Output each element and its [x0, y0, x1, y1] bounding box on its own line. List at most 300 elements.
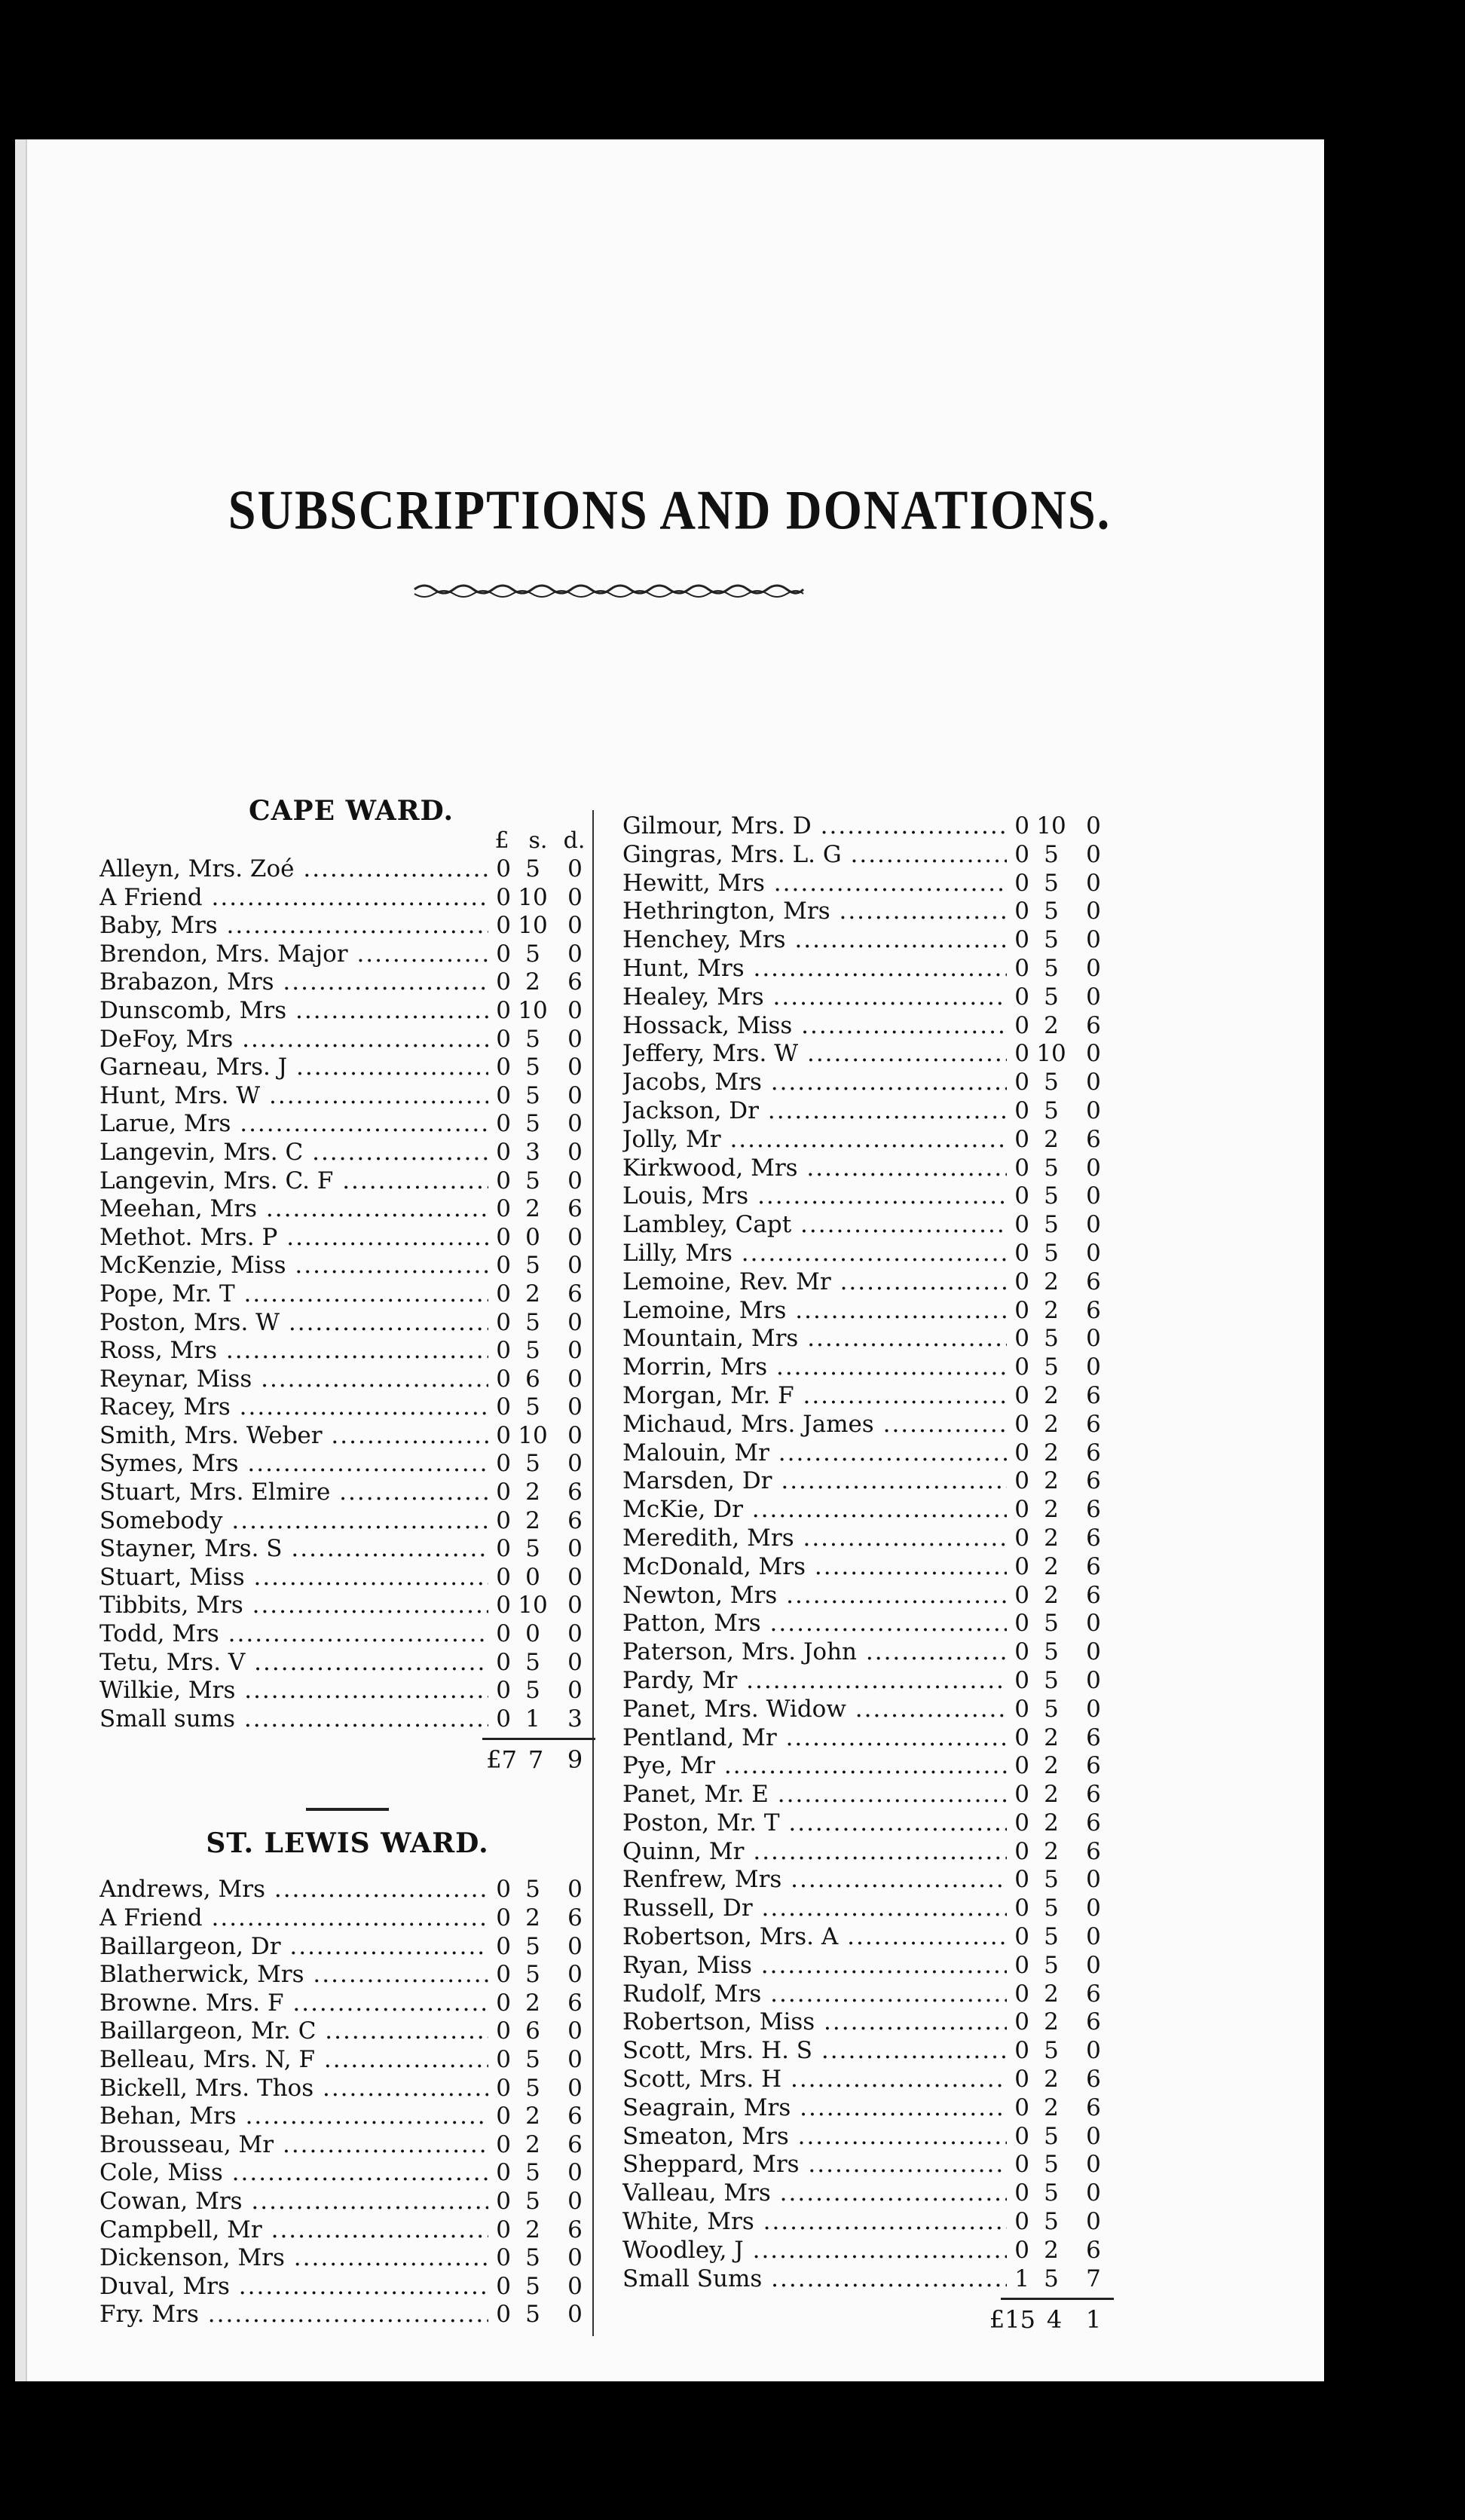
list-item — [622, 2094, 1114, 2123]
entry-name: Duval, Mrs ..... — [99, 2273, 488, 2301]
pounds-value: 0 — [1014, 2236, 1029, 2264]
list-item — [99, 1649, 595, 1677]
entry-name: White, Mrs ..... — [622, 2208, 1007, 2237]
entry-name: Belleau, Mrs. N, F ..... — [99, 2046, 488, 2075]
pounds-value: 0 — [1014, 1496, 1029, 1524]
shillings-value: 5 — [525, 1876, 540, 1904]
pounds-value: 0 — [1014, 1552, 1029, 1580]
pence-value: 0 — [567, 1592, 583, 1619]
pence-value: 0 — [567, 1025, 583, 1053]
pounds-value: 0 — [496, 2045, 511, 2073]
list-item — [622, 1297, 1114, 1326]
shillings-value: 2 — [1044, 1524, 1059, 1552]
pence-value: 0 — [567, 1961, 583, 1989]
pence-value: 6 — [1086, 1980, 1101, 2008]
pence-value: 0 — [567, 1110, 583, 1138]
pence-value: 6 — [1086, 1752, 1101, 1780]
entry-name: Valleau, Mrs ..... — [622, 2179, 1007, 2208]
st-lewis-ward-heading: ST. LEWIS WARD. — [206, 1827, 489, 1860]
entry-name: Racey, Mrs ..... — [99, 1393, 488, 1422]
entry-name: Baby, Mrs ..... — [99, 912, 488, 940]
total-pounds: £15 — [989, 2305, 1035, 2335]
shillings-value: 5 — [1044, 2179, 1059, 2207]
pence-value: 6 — [1086, 1268, 1101, 1295]
pence-value: 6 — [1086, 2008, 1101, 2036]
shillings-value: 5 — [525, 1961, 540, 1989]
entry-name: Dunscomb, Mrs ..... — [99, 997, 488, 1026]
shillings-value: 5 — [1044, 2151, 1059, 2179]
pence-value: 6 — [567, 968, 583, 996]
pence-value: 6 — [567, 2103, 583, 2130]
shillings-value: 5 — [1044, 1866, 1059, 1894]
list-item — [622, 2208, 1114, 2237]
pounds-value: 0 — [496, 1479, 511, 1506]
list-item — [99, 1620, 595, 1649]
shillings-value: 2 — [1044, 1439, 1059, 1466]
list-item — [622, 2037, 1114, 2066]
list-item — [99, 968, 595, 997]
pence-value: 0 — [1086, 1638, 1101, 1666]
entry-name: McKie, Dr ..... — [622, 1496, 1007, 1525]
shillings-value: 5 — [1044, 1325, 1059, 1353]
pence-value: 0 — [1086, 1182, 1101, 1210]
pounds-value: 0 — [496, 2130, 511, 2158]
list-item — [99, 2131, 595, 2160]
pence-value: 0 — [567, 1308, 583, 1336]
pounds-value: 0 — [496, 1252, 511, 1280]
list-item — [622, 870, 1114, 898]
list-item — [99, 1309, 595, 1338]
pounds-value: 0 — [1014, 840, 1029, 868]
pence-value: 0 — [567, 2244, 583, 2272]
pence-value: 0 — [1086, 2208, 1101, 2236]
list-item — [99, 1677, 595, 1705]
pence-value: 0 — [1086, 898, 1101, 925]
list-item — [99, 1054, 595, 1082]
pence-value: 0 — [1086, 869, 1101, 897]
shillings-value: 5 — [1044, 1951, 1059, 1979]
list-item — [622, 1467, 1114, 1496]
shillings-value: 2 — [1044, 1980, 1059, 2008]
pounds-value: 0 — [496, 2017, 511, 2045]
shillings-value: 10 — [518, 996, 548, 1024]
entry-name: Garneau, Mrs. J ..... — [99, 1054, 488, 1082]
list-item — [622, 1923, 1114, 1952]
list-item — [622, 2123, 1114, 2151]
pence-value: 0 — [567, 2272, 583, 2300]
list-item — [99, 2273, 595, 2301]
shillings-value: 2 — [1044, 1125, 1059, 1153]
pounds-value: 0 — [496, 1450, 511, 1478]
entry-name: Jacobs, Mrs ..... — [622, 1069, 1007, 1097]
list-item — [622, 2265, 1114, 2294]
shillings-value: 5 — [1044, 926, 1059, 954]
entry-name: Seagrain, Mrs ..... — [622, 2094, 1007, 2123]
shillings-value: 2 — [1044, 1381, 1059, 1409]
pounds-value: 0 — [496, 2272, 511, 2300]
list-item — [622, 1240, 1114, 1268]
pence-value: 6 — [1086, 1296, 1101, 1324]
pounds-value: 0 — [1014, 812, 1029, 839]
list-item — [622, 1809, 1114, 1838]
pounds-value: 0 — [1014, 1638, 1029, 1666]
list-item — [622, 1980, 1114, 2009]
pence-value: 0 — [1086, 1895, 1101, 1922]
shillings-value: 2 — [1044, 1723, 1059, 1751]
pounds-value: 0 — [1014, 1439, 1029, 1466]
entry-name: Small sums ..... — [99, 1705, 488, 1734]
entry-name: Tibbits, Mrs ..... — [99, 1592, 488, 1620]
shillings-value: 5 — [525, 1081, 540, 1109]
list-item — [99, 1450, 595, 1479]
pence-value: 6 — [567, 2130, 583, 2158]
shillings-value: 2 — [525, 2216, 540, 2243]
pence-value: 0 — [1086, 812, 1101, 839]
list-item — [99, 940, 595, 969]
list-item — [99, 1026, 595, 1054]
pounds-value: 0 — [1014, 1325, 1029, 1353]
list-item — [99, 884, 595, 913]
list-item — [99, 912, 595, 940]
list-item — [622, 2151, 1114, 2179]
pence-value: 0 — [567, 2017, 583, 2045]
shillings-value: 5 — [525, 1167, 540, 1194]
pounds-value: 1 — [1014, 2265, 1029, 2292]
pence-value: 0 — [567, 1876, 583, 1904]
shillings-value: 2 — [525, 2103, 540, 2130]
right-column — [622, 812, 1114, 2339]
entry-name: Lilly, Mrs ..... — [622, 1240, 1007, 1268]
total-pence: 1 — [1085, 2305, 1102, 2335]
entry-name: McDonald, Mrs ..... — [622, 1553, 1007, 1582]
pence-value: 0 — [1086, 926, 1101, 954]
shillings-value: 5 — [1044, 869, 1059, 897]
list-item — [99, 997, 595, 1026]
shillings-value: 5 — [1044, 2265, 1059, 2292]
list-item — [622, 1838, 1114, 1867]
shillings-value: 5 — [1044, 1211, 1059, 1239]
pounds-value: 0 — [496, 1421, 511, 1449]
entry-name: Dickenson, Mrs ..... — [99, 2244, 488, 2273]
shillings-value: 5 — [525, 2272, 540, 2300]
entry-name: Marsden, Dr ..... — [622, 1467, 1007, 1496]
pence-value: 6 — [1086, 2236, 1101, 2264]
entry-name: Small Sums ..... — [622, 2265, 1007, 2294]
list-item — [99, 1507, 595, 1536]
entry-name: Fry. Mrs ..... — [99, 2301, 488, 2329]
list-item — [99, 1195, 595, 1224]
pence-value: 0 — [567, 1337, 583, 1365]
pence-value: 6 — [567, 1904, 583, 1931]
pounds-value: 0 — [1014, 2122, 1029, 2150]
shillings-value: 5 — [1044, 840, 1059, 868]
pence-value: 3 — [567, 1705, 583, 1732]
entry-name: Smith, Mrs. Weber ..... — [99, 1422, 488, 1451]
pounds-value: 0 — [1014, 2151, 1029, 2179]
pence-value: 0 — [1086, 1610, 1101, 1638]
entry-name: Lemoine, Rev. Mr ..... — [622, 1268, 1007, 1297]
shillings-value: 0 — [525, 1563, 540, 1591]
list-item — [622, 812, 1114, 841]
pence-value: 0 — [1086, 1069, 1101, 1096]
list-item — [622, 1781, 1114, 1809]
shillings-value: 5 — [1044, 1610, 1059, 1638]
shillings-value: 5 — [525, 1535, 540, 1563]
st-lewis-ward-list — [99, 1876, 595, 2329]
shillings-value: 5 — [525, 2045, 540, 2073]
list-item — [622, 898, 1114, 926]
pounds-value: 0 — [1014, 1239, 1029, 1267]
entry-name: Paterson, Mrs. John ..... — [622, 1638, 1007, 1667]
shillings-value: 5 — [1044, 1154, 1059, 1182]
entry-name: Hossack, Miss ..... — [622, 1012, 1007, 1041]
page-edge — [15, 139, 27, 2381]
pounds-value: 0 — [496, 2187, 511, 2215]
list-item — [622, 1496, 1114, 1525]
cape-ward-total — [99, 1740, 595, 1779]
entry-name: Malouin, Mr ..... — [622, 1439, 1007, 1468]
entry-name: Patton, Mrs ..... — [622, 1610, 1007, 1638]
list-item — [99, 1110, 595, 1139]
list-item — [99, 1167, 595, 1196]
pence-value: 6 — [1086, 1837, 1101, 1865]
shillings-value: 2 — [1044, 1552, 1059, 1580]
shillings-value: 2 — [525, 1989, 540, 2017]
entry-name: Pope, Mr. T ..... — [99, 1280, 488, 1309]
pence-value: 6 — [1086, 1381, 1101, 1409]
pence-value: 6 — [1086, 1781, 1101, 1809]
list-item — [622, 1724, 1114, 1753]
entry-name: Morrin, Mrs ..... — [622, 1353, 1007, 1382]
entry-name: Brendon, Mrs. Major ..... — [99, 940, 488, 969]
left-column — [99, 795, 595, 2329]
entry-name: Blatherwick, Mrs ..... — [99, 1961, 488, 1989]
shillings-value: 2 — [1044, 1581, 1059, 1609]
shillings-value: 5 — [525, 1648, 540, 1676]
pounds-value: 0 — [496, 1054, 511, 1081]
entry-name: Cowan, Mrs ..... — [99, 2188, 488, 2216]
list-item — [99, 2017, 595, 2046]
pounds-value: 0 — [1014, 1069, 1029, 1096]
shillings-value: 2 — [1044, 2236, 1059, 2264]
list-item — [99, 2301, 595, 2329]
pounds-value: 0 — [1014, 1895, 1029, 1922]
pounds-value: 0 — [1014, 1581, 1029, 1609]
document-page — [15, 139, 1324, 2381]
list-item — [99, 1252, 595, 1280]
entry-name: Campbell, Mr ..... — [99, 2216, 488, 2245]
list-item — [99, 1876, 595, 1904]
pence-value: 0 — [567, 1167, 583, 1194]
total-pounds: £7 — [486, 1745, 517, 1775]
list-item — [622, 1353, 1114, 1382]
list-item — [99, 1479, 595, 1507]
pounds-value: 0 — [496, 1989, 511, 2017]
entry-name: Michaud, Mrs. James ..... — [622, 1411, 1007, 1439]
pence-value: 6 — [1086, 1467, 1101, 1495]
list-item — [99, 2046, 595, 2075]
pounds-value: 0 — [496, 2103, 511, 2130]
entry-name: DeFoy, Mrs ..... — [99, 1026, 488, 1054]
list-item — [99, 2159, 595, 2188]
list-item — [622, 1696, 1114, 1724]
pounds-value: 0 — [496, 1961, 511, 1989]
pence-value: 0 — [567, 855, 583, 882]
list-item — [622, 1012, 1114, 1041]
pence-value: 6 — [567, 1989, 583, 2017]
pounds-value: 0 — [496, 1535, 511, 1563]
pounds-value: 0 — [1014, 1809, 1029, 1836]
shillings-value: 5 — [525, 855, 540, 882]
shillings-value: 2 — [525, 1195, 540, 1223]
list-item — [622, 1752, 1114, 1781]
pounds-value: 0 — [496, 1081, 511, 1109]
shillings-value: 5 — [1044, 983, 1059, 1011]
entry-name: Ross, Mrs ..... — [99, 1337, 488, 1366]
pounds-value: 0 — [1014, 1182, 1029, 1210]
list-item — [622, 1268, 1114, 1297]
shillings-value: 5 — [1044, 898, 1059, 925]
shillings-value: 5 — [1044, 2208, 1059, 2236]
list-item — [622, 2008, 1114, 2037]
pounds-value: 0 — [1014, 1752, 1029, 1780]
list-item — [99, 855, 595, 884]
pence-value: 6 — [1086, 1439, 1101, 1466]
pence-value: 0 — [1086, 1040, 1101, 1068]
entry-name: Meehan, Mrs ..... — [99, 1195, 488, 1224]
list-item — [99, 1422, 595, 1451]
shillings-value: 10 — [518, 1592, 548, 1619]
pounds-value: 0 — [1014, 1610, 1029, 1638]
pounds-value: 0 — [496, 1677, 511, 1705]
entry-name: Russell, Dr ..... — [622, 1895, 1007, 1923]
pounds-value: 0 — [1014, 1040, 1029, 1068]
shillings-value: 10 — [518, 883, 548, 911]
entry-name: Poston, Mrs. W ..... — [99, 1309, 488, 1338]
total-pence: 9 — [567, 1745, 583, 1775]
pence-value: 0 — [567, 1365, 583, 1393]
pounds-value: 0 — [1014, 926, 1029, 954]
shillings-value: 2 — [1044, 2066, 1059, 2093]
pounds-value: 0 — [1014, 2066, 1029, 2093]
shillings-value: 2 — [1044, 1268, 1059, 1295]
pence-value: 6 — [1086, 1552, 1101, 1580]
shillings-value: 5 — [525, 1450, 540, 1478]
pence-value: 6 — [1086, 2066, 1101, 2093]
pounds-value: 0 — [1014, 1268, 1029, 1295]
pounds-value: 0 — [1014, 1781, 1029, 1809]
pounds-value: 0 — [496, 2301, 511, 2329]
shillings-value: 5 — [525, 2301, 540, 2329]
pounds-value: 0 — [496, 1904, 511, 1931]
entry-name: Panet, Mr. E ..... — [622, 1781, 1007, 1809]
list-item — [99, 2075, 595, 2103]
list-item — [99, 1082, 595, 1111]
entry-name: Robertson, Miss ..... — [622, 2008, 1007, 2037]
entry-name: Renfrew, Mrs ..... — [622, 1866, 1007, 1895]
shillings-value: 5 — [1044, 2037, 1059, 2065]
shillings-value: 5 — [1044, 1096, 1059, 1124]
cape-ward-heading: CAPE WARD. — [248, 795, 454, 827]
pounds-value: 0 — [496, 1705, 511, 1732]
shillings-value: 2 — [1044, 1467, 1059, 1495]
list-item — [99, 1393, 595, 1422]
entry-name: Brabazon, Mrs ..... — [99, 968, 488, 997]
pounds-value: 0 — [496, 855, 511, 882]
pence-value: 6 — [567, 2216, 583, 2243]
pounds-value: 0 — [1014, 2179, 1029, 2207]
pounds-value: 0 — [496, 1506, 511, 1534]
entry-name: Reynar, Miss ..... — [99, 1366, 488, 1394]
entry-name: Gilmour, Mrs. D ..... — [622, 812, 1007, 841]
entry-name: Andrews, Mrs ..... — [99, 1876, 488, 1904]
shillings-value: 2 — [1044, 2093, 1059, 2121]
list-item — [99, 2188, 595, 2216]
entry-name: Baillargeon, Dr ..... — [99, 1933, 488, 1962]
pounds-value: 0 — [496, 2159, 511, 2187]
list-item — [99, 1535, 595, 1564]
page-title: SUBSCRIPTIONS AND DONATIONS. — [228, 479, 1112, 542]
pence-value: 0 — [567, 996, 583, 1024]
entry-name: Methot. Mrs. P ..... — [99, 1224, 488, 1252]
list-item — [622, 955, 1114, 983]
pounds-value: 0 — [496, 1592, 511, 1619]
currency-header — [99, 827, 595, 855]
shillings-value: 2 — [1044, 1781, 1059, 1809]
list-item — [99, 1139, 595, 1167]
pounds-value: 0 — [496, 1337, 511, 1365]
entry-name: Hewitt, Mrs ..... — [622, 870, 1007, 898]
entry-name: Scott, Mrs. H. S ..... — [622, 2037, 1007, 2066]
entry-name: Morgan, Mr. F ..... — [622, 1382, 1007, 1411]
pounds-value: 0 — [1014, 954, 1029, 982]
pence-value: 0 — [567, 1393, 583, 1421]
entry-name: Pye, Mr ..... — [622, 1752, 1007, 1781]
entry-name: Newton, Mrs ..... — [622, 1582, 1007, 1610]
list-item — [99, 1337, 595, 1366]
entry-name: Pardy, Mr ..... — [622, 1667, 1007, 1696]
pence-value: 0 — [1086, 1096, 1101, 1124]
shillings-value: 2 — [1044, 1809, 1059, 1836]
pence-value: 0 — [567, 1081, 583, 1109]
shillings-value: 2 — [525, 1479, 540, 1506]
pence-value: 0 — [567, 1138, 583, 1166]
pounds-value: 0 — [496, 1195, 511, 1223]
pence-value: 7 — [1086, 2265, 1101, 2292]
pence-value: 0 — [1086, 954, 1101, 982]
pence-value: 0 — [1086, 2122, 1101, 2150]
shillings-value: 2 — [525, 1904, 540, 1931]
list-item — [99, 2216, 595, 2245]
list-item — [622, 841, 1114, 870]
entry-name: Wilkie, Mrs ..... — [99, 1677, 488, 1705]
pence-value: 6 — [567, 1280, 583, 1307]
entry-name: Pentland, Mr ..... — [622, 1724, 1007, 1753]
pence-value: 6 — [567, 1479, 583, 1506]
pounds-value: 0 — [1014, 1096, 1029, 1124]
pence-value: 0 — [1086, 1211, 1101, 1239]
list-item — [622, 1582, 1114, 1610]
shillings-value: 6 — [525, 1365, 540, 1393]
shillings-value: 5 — [525, 2074, 540, 2102]
list-item — [99, 1933, 595, 1962]
shillings-value: 10 — [1036, 1040, 1066, 1068]
right-column-list — [622, 812, 1114, 2293]
entry-name: Ryan, Miss ..... — [622, 1952, 1007, 1980]
pence-value: 0 — [1086, 2179, 1101, 2207]
entry-name: Meredith, Mrs ..... — [622, 1525, 1007, 1553]
list-item — [622, 1040, 1114, 1069]
